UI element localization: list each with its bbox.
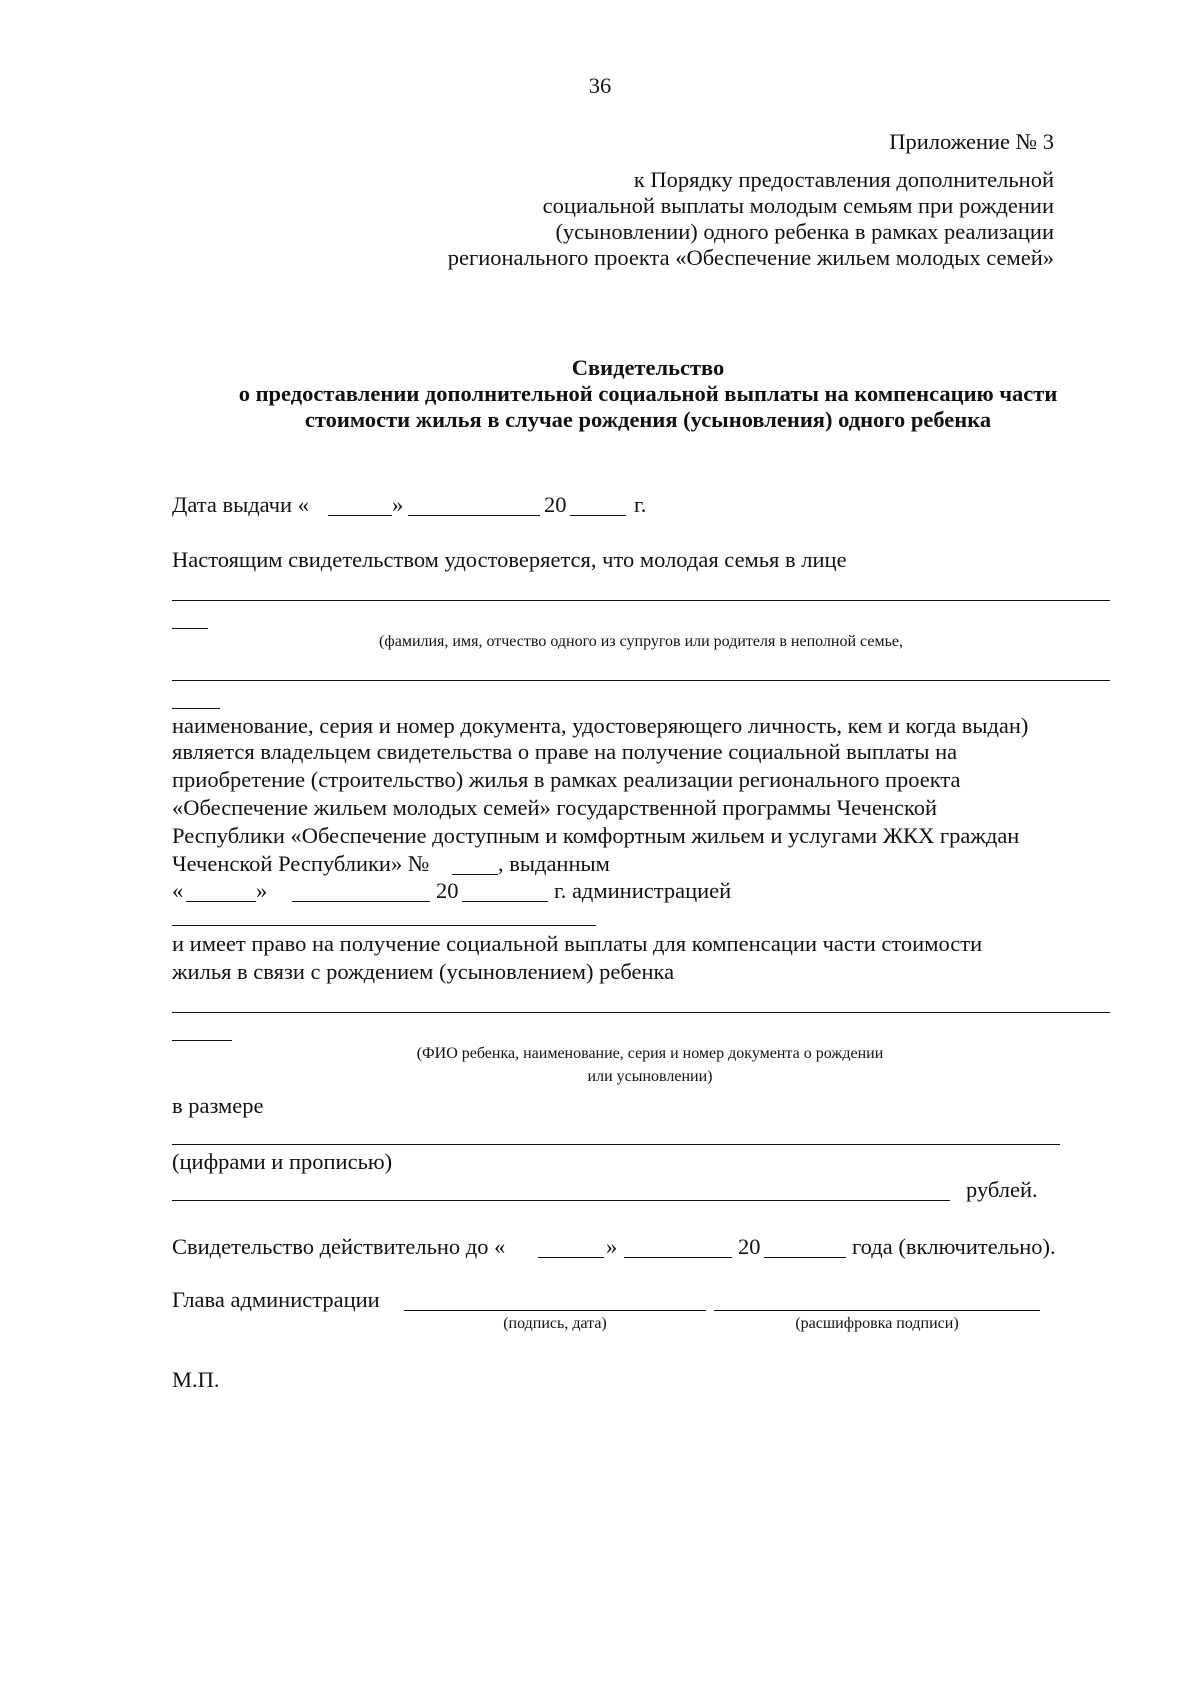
body-line-4: «Обеспечение жильем молодых семей» государственной программы Чеченской [172,795,938,820]
signature-line [404,1310,706,1311]
document-subtitle-line-2: стоимости жилья в случае рождения (усыновления) одного ребенка [304,407,992,432]
parent-name-tail [172,628,208,629]
admin-day-blank [186,901,256,902]
child-info-hint-2: или усыновлении) [587,1068,713,1085]
admin-date-suffix: г. администрацией [554,878,732,903]
amount-line [172,1144,1060,1145]
signature-hint: (подпись, дата) [503,1315,607,1332]
right-text-line-2: жилья в связи с рождением (усыновлением) ребенка [172,959,675,984]
amount-hint: (цифрами и прописью) [172,1149,393,1174]
body-line-1: наименование, серия и номер документа, удостоверяющего личность, кем и когда выдан) [172,713,1029,738]
amount-currency: рублей. [966,1177,1038,1202]
issue-date-suffix: г. [634,492,647,517]
valid-year-prefix: 20 [738,1234,761,1259]
issued-line-suffix: , выданным [498,851,610,876]
valid-until-label: Свидетельство действительно до « [172,1234,506,1259]
page-number: 36 [588,73,612,98]
body-line-2: является владельцем свидетельства о праве на получение социальной выплаты на [172,739,958,764]
administration-name-line [172,925,596,926]
valid-day-blank [538,1257,604,1258]
issue-date-label: Дата выдачи « [172,492,309,517]
document-line [172,680,1110,681]
body-line-3: приобретение (строительство) жилья в рамках реализации регионального проекта [172,767,961,792]
amount-label: в размере [172,1093,264,1118]
amount-words-line [172,1200,950,1201]
document-line-tail [172,708,220,709]
appendix-line-2: социальной выплаты молодым семьям при рождении [542,193,1054,218]
issue-year-blank [570,515,626,516]
issued-line-prefix: Чеченской Республики» № [172,851,430,876]
issue-day-blank [328,515,392,516]
seal-placeholder: М.П. [172,1367,220,1392]
signature-name-hint: (расшифровка подписи) [795,1315,959,1332]
valid-until-suffix: года (включительно). [852,1234,1056,1259]
signature-name-line [714,1310,1040,1311]
child-info-hint-1: (ФИО ребенка, наименование, серия и номер документа о рождении [416,1045,884,1062]
valid-month-blank [624,1257,732,1258]
valid-until-close-quote: » [606,1234,618,1259]
parent-name-hint: (фамилия, имя, отчество одного из супругов или родителя в неполной семье, [379,633,903,650]
child-info-tail [172,1040,232,1041]
signature-label: Глава администрации [172,1287,380,1312]
valid-year-blank [764,1257,846,1258]
appendix-line-1: к Порядку предоставления дополнительной [633,167,1054,192]
issue-month-blank [408,515,540,516]
admin-date-close-quote: » [256,878,268,903]
admin-month-blank [292,901,430,902]
body-line-5: Республики «Обеспечение доступным и комфортным жильем и услугами ЖКХ граждан [172,823,1020,848]
document-subtitle-line-1: о предоставлении дополнительной социальной выплаты на компенсацию части [238,381,1058,406]
parent-name-line [172,600,1110,601]
appendix-line-3: (усыновлении) одного ребенка в рамках реализации [555,219,1054,244]
admin-date-open-quote: « [172,878,184,903]
appendix-title: Приложение № 3 [889,129,1054,154]
right-text-line-1: и имеет право на получение социальной выплаты для компенсации части стоимости [172,931,983,956]
document-title: Свидетельство [571,355,725,380]
appendix-line-4: регионального проекта «Обеспечение жильем молодых семей» [447,245,1054,270]
issue-date-close-quote: » [392,492,404,517]
issue-year-prefix: 20 [544,492,567,517]
admin-year-prefix: 20 [436,878,459,903]
certificate-number-blank [452,874,498,875]
child-info-line [172,1012,1110,1013]
certify-text: Настоящим свидетельством удостоверяется, что молодая семья в лице [172,547,847,572]
admin-year-blank [462,901,548,902]
